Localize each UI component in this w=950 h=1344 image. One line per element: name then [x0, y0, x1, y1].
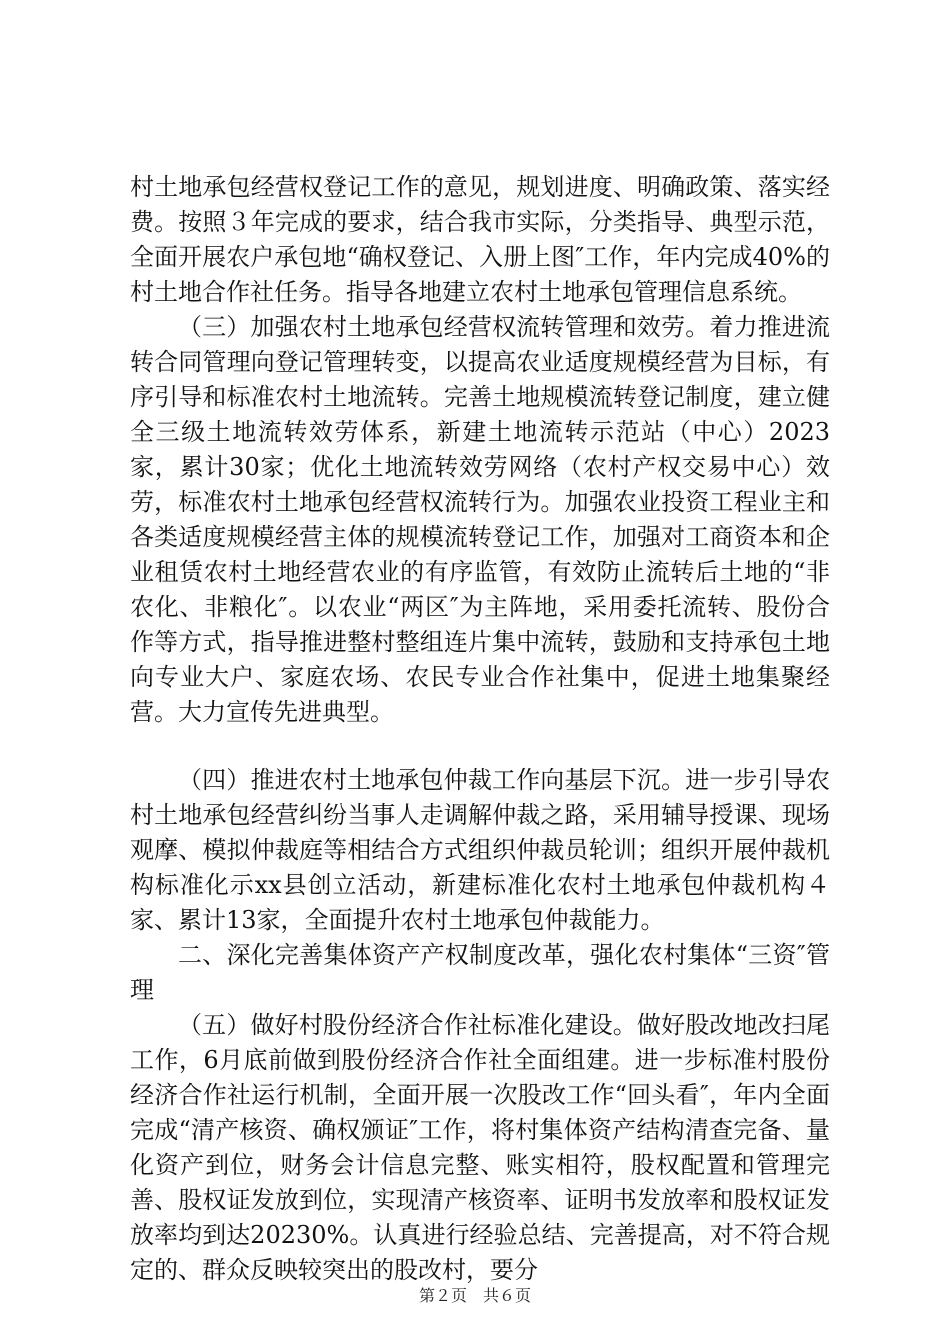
section-heading-2: 二、深化完善集体资产产权制度改革，强化农村集体“三资″管理: [130, 941, 830, 1004]
page-number-footer: 第２页 共６页: [418, 1286, 531, 1305]
paragraph-section-3: （三）加强农村土地承包经营权流转管理和效劳。着力推进流转合同管理向登记管理转变，以提高农业适度规模经营为目标，有序引导和标准农村土地流转。完善土地规模流转登记制度，建立健全三级土地流转效劳体系，新建土地流转示范站（中心）2023家，累计30家；优化土地流转效劳网络（农村产权交易中心）效劳，标准农村土地承包经营权流转行为。加强农业投资工程业主和各类适度规模经营主体的规模流转登记工作，加强对工商资本和企业租赁农村土地经营农业的有序监管，有效防止流转后土地的“非农化、非粮化″。以农业“两区″为主阵地，采用委托流转、股份合作等方式，指导推进整村整组连片集中流转，鼓励和支持承包土地向专业大户、家庭农场、农民专业合作社集中，促进土地集聚经营。大力宣传先进典型。: [130, 313, 830, 726]
paragraph-section-5: （五）做好村股份经济合作社标准化建设。做好股改地改扫尾工作，6月底前做到股份经济合作社全面组建。进一步标准村股份经济合作社运行机制，全面开展一次股改工作“回头看″，年内全面完成“清产核资、确权颁证″工作，将村集体资产结构清查完备、量化资产到位，财务会计信息完整、账实相符，股权配置和管理完善、股权证发放到位，实现清产核资率、证明书发放率和股权证发放率均到达20230%。认真进行经验总结、完善提高，对不符合规定的、群众反映较突出的股改村，要分: [130, 1011, 830, 1284]
paragraph-section-4: （四）推进农村土地承包仲裁工作向基层下沉。进一步引导农村土地承包经营纠纷当事人走调解仲裁之路，采用辅导授课、现场观摩、模拟仲裁庭等相结合方式组织仲裁员轮训；组织开展仲裁机构标准化示xx县创立活动，新建标准化农村土地承包仲裁机构４家、累计13家，全面提升农村土地承包仲裁能力。: [130, 766, 830, 934]
paragraph-continuation: 村土地承包经营权登记工作的意见，规划进度、明确政策、落实经费。按照３年完成的要求，结合我市实际，分类指导、典型示范，全面开展农户承包地“确权登记、入册上图″工作，年内完成40%的村土地合作社任务。指导各地建立农村土地承包管理信息系统。: [130, 173, 830, 306]
document-body: [130, 170, 830, 1288]
